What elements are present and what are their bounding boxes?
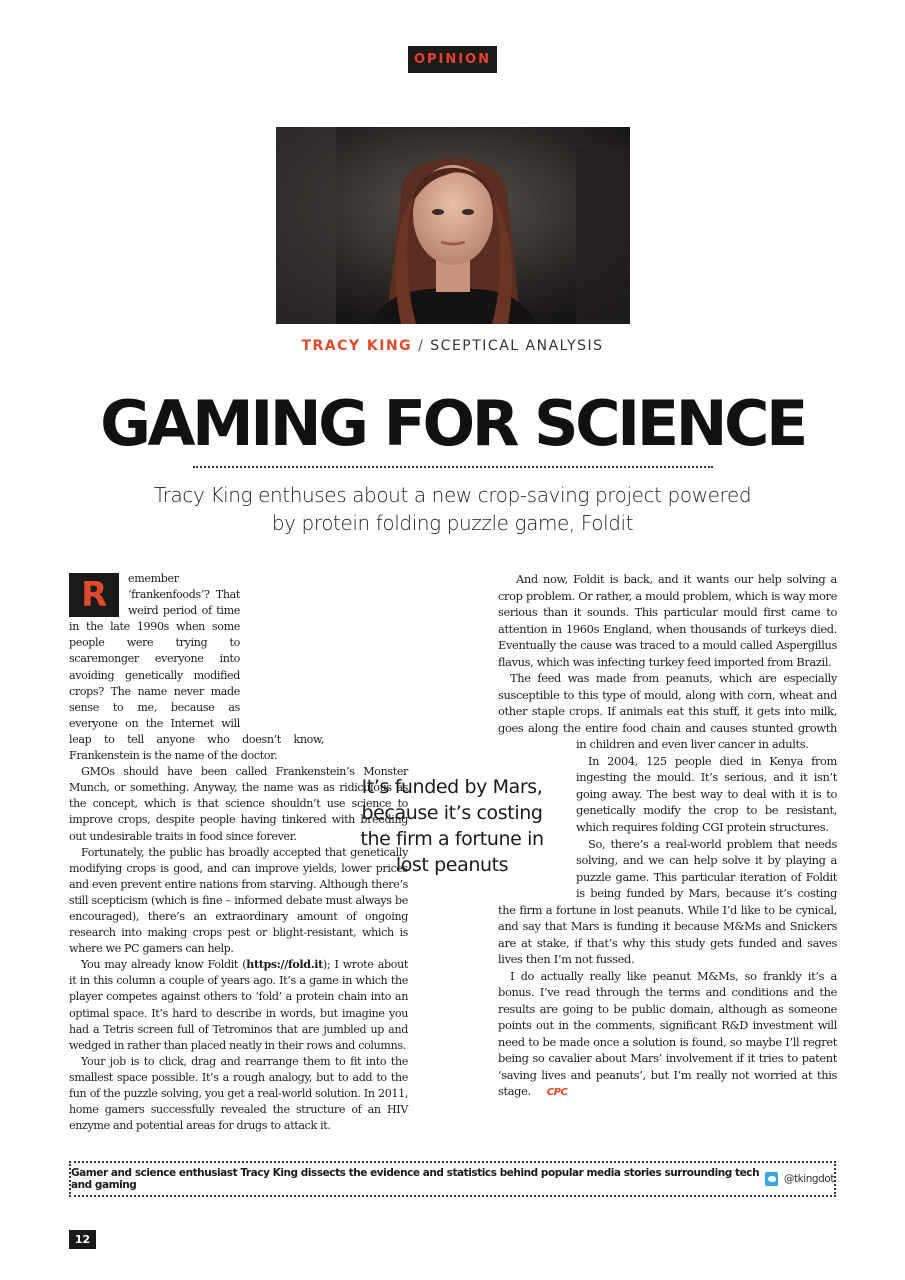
- paragraph: So, there’s a real-world problem that needs solving, and we can help solve it by playing a puzzle game. This particular iteration of Foldit is being funded by Mars, because it’s costing the firm a fortune in lost peanuts. While I’d like to be cynical, and say that Mars is funding it because M&Ms and Snickers are at stake, if that’s why this study gets funded and saves lives then I’m not fussed.: [498, 836, 837, 967]
- author-bio-box: [69, 1161, 836, 1197]
- page-number: 12: [69, 1230, 96, 1249]
- column-name: SCEPTICAL ANALYSIS: [430, 338, 604, 354]
- paragraph: In 2004, 125 people died in Kenya from ingesting the mould. It’s serious, and it isn’t going away. The best way to deal with it is to genetically modify the crop to be resistant, which requires folding CGI protein structures.: [576, 753, 837, 834]
- foldit-url[interactable]: https://fold.it: [246, 958, 323, 972]
- headline: GAMING FOR SCIENCE: [100, 387, 805, 460]
- pullquote: It’s funded by Mars, because it’s costing the firm a fortune in lost peanuts: [360, 776, 544, 876]
- byline: [0, 338, 905, 354]
- paragraph: You may already know Foldit (https://fold.it); I wrote about it in this column a couple of years ago. It’s a game in which the player competes against others to ‘fold’ a protein chain into an optimal space. It’s hard to describe in words, but imagine you had a Tetris screen full of Tetrominos that are jumbled up and wedged in rather than placed neatly in their rows and columns.: [69, 958, 408, 1052]
- byline-separator: /: [412, 338, 431, 354]
- paragraph: And now, Foldit is back, and it wants our help solving a crop problem. Or rather, a mould problem, which is way more serious than it sounds. This particular mould first came to attention in 1960s England, when thousands of turkeys died. Eventually the cause was traced to a mould called Aspergillus flavus, which was infecting turkey feed imported from Brazil.: [498, 572, 837, 669]
- author-name: TRACY KING: [301, 338, 413, 354]
- end-mark: CPC: [546, 1087, 568, 1099]
- float-spacer: [324, 571, 408, 762]
- paragraph: Fortunately, the public has broadly accepted that genetically modifying crops is good, and can improve yields, lower prices and even prevent entire nations from starving. Although there’s still scepticism (which is fine – informed debate must always be encouraged), there’s an extraordinary amount of ongoing research into making crops pest or blight-resistant, which is where we PC gamers can help.: [69, 845, 408, 956]
- paragraph: R emember ‘frankenfoods’? That weird period of time in the late 1990s when some people were trying to scaremonger everyone into avoiding genetically modified crops? The name never made sense to me, because as everyone on the Internet will leap to tell anyone who doesn’t know, Frankenstein is the name of the doctor.: [69, 572, 324, 763]
- paragraph: The feed was made from peanuts, which are especially susceptible to this type of mould, along with corn, wheat and other staple crops. If animals eat this stuff, it gets into milk, goes along the entire food chain and causes stunted growth in children and even liver cancer in adults.: [498, 671, 837, 752]
- section-tag: OPINION: [408, 46, 497, 73]
- pullquote-wrap: [240, 571, 324, 729]
- standfirst: Tracy King enthuses about a new crop-saving project powered by protein folding puzzle game, Foldit: [153, 483, 752, 535]
- paragraph: Your job is to click, drag and rearrange them to fit into the smallest space possible. It’s a rough analogy, but to add to the fun of the puzzle solving, you get a real-world solution. In 2011, home gamers successfully revealed the structure of an HIV enzyme and potential areas for drugs to attack it.: [69, 1054, 408, 1133]
- paragraph: GMOs should have been called Frankenstein’s Monster Munch, or something. Anyway, the name was as ridiculous as the concept, which is that science shouldn’t use science to improve crops, despite people having tinkered with breeding out undesirable traits in food since forever.: [69, 765, 408, 843]
- dotted-rule: [193, 466, 713, 468]
- author-bio: Gamer and science enthusiast Tracy King dissects the evidence and statistics behind popular media stories surrounding tech and gaming: [71, 1167, 760, 1191]
- twitter-icon: [765, 1172, 778, 1186]
- twitter-handle[interactable]: @tkingdot: [783, 1173, 834, 1185]
- author-portrait: [276, 127, 630, 324]
- drop-cap: R: [69, 573, 119, 617]
- paragraph: I do actually really like peanut M&Ms, so frankly it’s a bonus. I’ve read through the terms and conditions and the results are going to be public domain, although as someone points out in the comments, significant R&D investment will need to be made once a solution is found, so maybe I’ll regret being so cavalier about Mars’ involvement if it tries to patent ‘saving lives and peanuts’, but I’m really not worried at this stage. CPC: [498, 968, 837, 1102]
